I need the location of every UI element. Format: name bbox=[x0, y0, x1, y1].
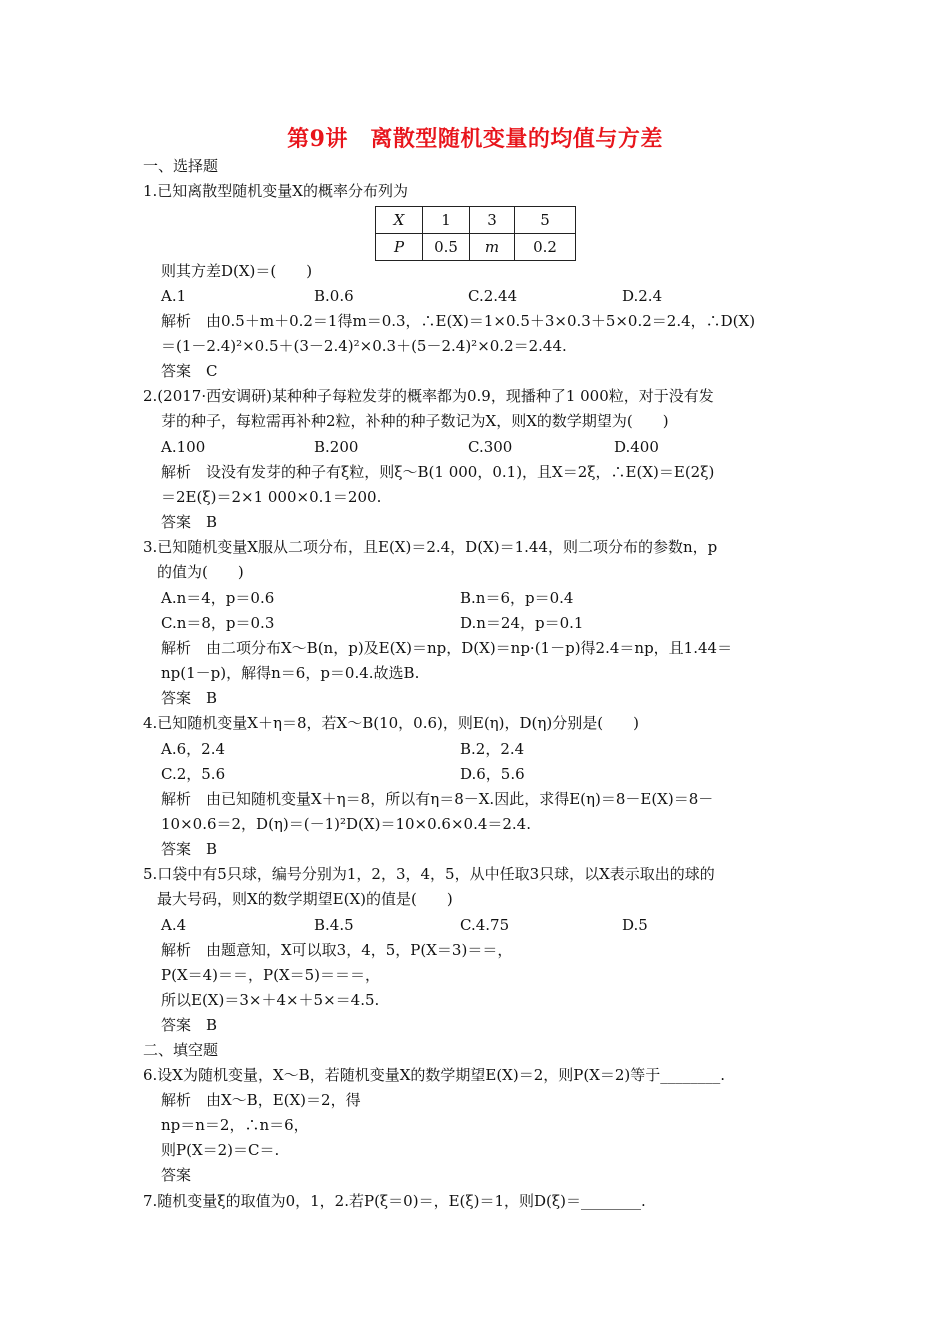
q6-analysis-line2: np＝n＝2，∴n＝6， bbox=[161, 1116, 309, 1134]
q7-stem: 7.随机变量ξ的取值为0，1，2.若P(ξ＝0)＝，E(ξ)＝1，则D(ξ)＝________. bbox=[143, 1192, 646, 1210]
q5-option-d: D.5 bbox=[622, 916, 648, 934]
q3-stem-line1: 3.已知随机变量X服从二项分布，且E(X)＝2.4，D(X)＝1.44，则二项分布的参数n，p bbox=[143, 538, 718, 556]
q4-option-c: C.2，5.6 bbox=[161, 765, 226, 783]
page-title: 第9讲 离散型随机变量的均值与方差 bbox=[287, 126, 663, 152]
q1-stem: 1.已知离散型随机变量X的概率分布列为 bbox=[143, 182, 408, 200]
section-heading-choice: 一、选择题 bbox=[143, 157, 219, 175]
q1-analysis-line2: ＝(1－2.4)²×0.5＋(3－2.4)²×0.3＋(5－2.4)²×0.2＝2.44. bbox=[161, 337, 567, 355]
q6-analysis-line1: 解析 由X～B，E(X)＝2，得 bbox=[161, 1091, 361, 1109]
q3-stem-line2: 的值为( ) bbox=[157, 563, 244, 581]
table-cell: 0.5 bbox=[423, 234, 470, 261]
q2-option-d: D.400 bbox=[614, 438, 659, 456]
q5-stem-line1: 5.口袋中有5只球，编号分别为1，2，3，4，5，从中任取3只球，以X表示取出的球的 bbox=[143, 865, 715, 883]
q3-option-d: D.n＝24，p＝0.1 bbox=[460, 614, 584, 632]
q3-option-c: C.n＝8，p＝0.3 bbox=[161, 614, 275, 632]
q2-option-b: B.200 bbox=[314, 438, 359, 456]
q6-stem: 6.设X为随机变量，X～B，若随机变量X的数学期望E(X)＝2，则P(X＝2)等于________. bbox=[143, 1066, 726, 1084]
table-cell: X bbox=[376, 207, 423, 234]
table-cell: 0.2 bbox=[515, 234, 576, 261]
q5-option-a: A.4 bbox=[161, 916, 187, 934]
q4-analysis-line1: 解析 由已知随机变量X＋η＝8，所以有η＝8－X.因此，求得E(η)＝8－E(X)＝8－ bbox=[161, 790, 714, 808]
table-cell: 1 bbox=[423, 207, 470, 234]
table-cell: P bbox=[376, 234, 423, 261]
q1-option-a: A.1 bbox=[161, 287, 187, 305]
probability-distribution-table bbox=[375, 206, 576, 261]
q1-answer: 答案 C bbox=[161, 362, 218, 380]
q6-analysis-line3: 则P(X＝2)＝C＝. bbox=[161, 1141, 280, 1159]
q5-option-c: C.4.75 bbox=[460, 916, 510, 934]
q5-answer: 答案 B bbox=[161, 1016, 218, 1034]
q4-option-a: A.6，2.4 bbox=[161, 740, 225, 758]
q1-option-d: D.2.4 bbox=[622, 287, 663, 305]
q4-option-b: B.2，2.4 bbox=[460, 740, 525, 758]
q2-stem-line1: 2.(2017·西安调研)某种种子每粒发芽的概率都为0.9，现播种了1 000粒，对于没有发 bbox=[143, 387, 714, 405]
q1-ask: 则其方差D(X)＝( ) bbox=[161, 262, 313, 280]
q3-analysis-line1: 解析 由二项分布X～B(n，p)及E(X)＝np，D(X)＝np·(1－p)得2.4＝np，且1.44＝ bbox=[161, 639, 733, 657]
q1-analysis-line1: 解析 由0.5＋m＋0.2＝1得m＝0.3，∴E(X)＝1×0.5＋3×0.3＋5×0.2＝2.4，∴D(X) bbox=[161, 312, 756, 330]
q6-answer: 答案 bbox=[161, 1166, 192, 1184]
q3-option-b: B.n＝6，p＝0.4 bbox=[460, 589, 574, 607]
table-row bbox=[376, 234, 576, 261]
q2-analysis-line1: 解析 设没有发芽的种子有ξ粒，则ξ～B(1 000，0.1)，且X＝2ξ，∴E(X)＝E(2ξ) bbox=[161, 463, 715, 481]
q4-answer: 答案 B bbox=[161, 840, 218, 858]
q4-option-d: D.6，5.6 bbox=[460, 765, 525, 783]
section-heading-fill: 二、填空题 bbox=[143, 1041, 219, 1059]
q2-option-a: A.100 bbox=[161, 438, 206, 456]
table-row bbox=[376, 207, 576, 234]
q5-analysis-line1: 解析 由题意知，X可以取3，4，5，P(X＝3)＝＝， bbox=[161, 941, 513, 959]
q2-option-c: C.300 bbox=[468, 438, 513, 456]
q5-analysis-line3: 所以E(X)＝3×＋4×＋5×＝4.5. bbox=[161, 991, 380, 1009]
table-cell: 5 bbox=[515, 207, 576, 234]
q4-analysis-line2: 10×0.6＝2，D(η)＝(－1)²D(X)＝10×0.6×0.4＝2.4. bbox=[161, 815, 531, 833]
table-cell: m bbox=[470, 234, 515, 261]
q5-option-b: B.4.5 bbox=[314, 916, 354, 934]
table-cell: 3 bbox=[470, 207, 515, 234]
q2-stem-line2: 芽的种子，每粒需再补种2粒，补种的种子数记为X，则X的数学期望为( ) bbox=[161, 412, 669, 430]
q2-answer: 答案 B bbox=[161, 513, 218, 531]
q2-analysis-line2: ＝2E(ξ)＝2×1 000×0.1＝200. bbox=[161, 488, 382, 506]
q5-analysis-line2: P(X＝4)＝＝，P(X＝5)＝＝＝， bbox=[161, 966, 381, 984]
q4-stem: 4.已知随机变量X＋η＝8，若X～B(10，0.6)，则E(η)，D(η)分别是( ) bbox=[143, 714, 639, 732]
q1-option-b: B.0.6 bbox=[314, 287, 354, 305]
q5-stem-line2: 最大号码，则X的数学期望E(X)的值是( ) bbox=[157, 890, 453, 908]
q1-option-c: C.2.44 bbox=[468, 287, 518, 305]
q3-answer: 答案 B bbox=[161, 689, 218, 707]
q3-analysis-line2: np(1－p)，解得n＝6，p＝0.4.故选B. bbox=[161, 664, 420, 682]
q3-option-a: A.n＝4，p＝0.6 bbox=[161, 589, 275, 607]
